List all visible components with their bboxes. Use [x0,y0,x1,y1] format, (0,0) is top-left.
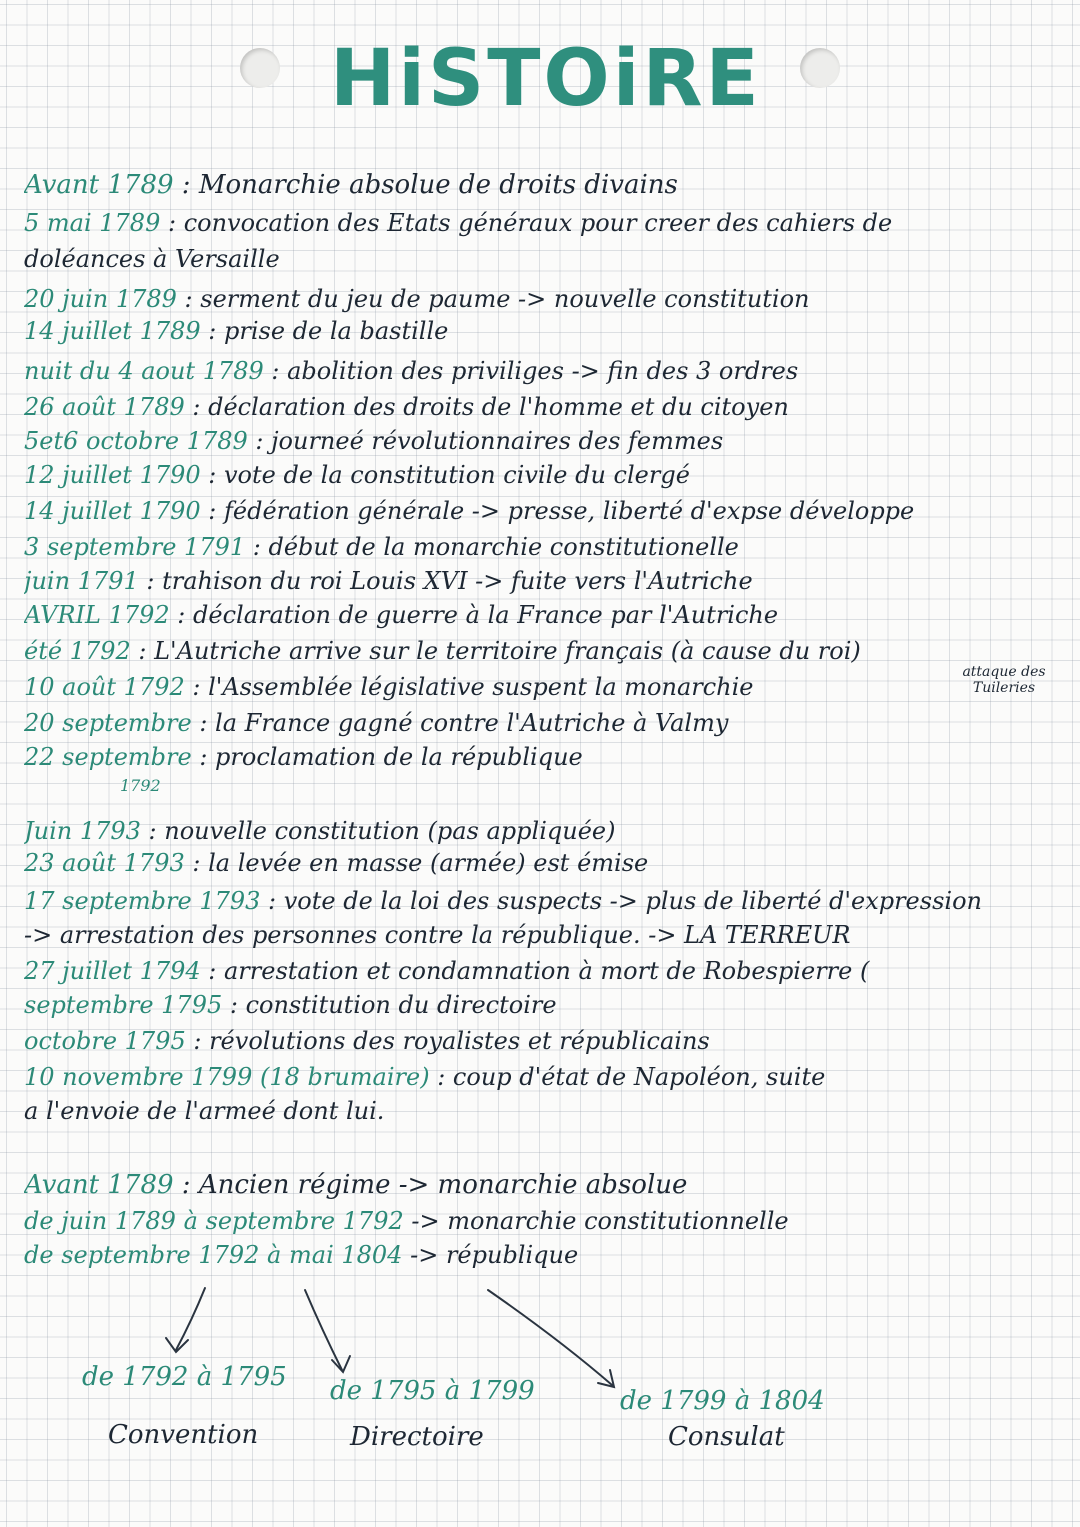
entry-separator: : [191,743,216,771]
entry-date: 14 juillet 1790 [24,497,201,525]
summary-date: de septembre 1792 à mai 1804 [24,1241,403,1269]
entry-text: vote de la constitution civile du clergé [224,461,690,489]
entry-text: vote de la loi des suspects -> plus de liberté d'expression [283,887,982,915]
arrowhead-convention [166,1338,188,1352]
entry-text: Monarchie absolue de droits divains [198,170,678,200]
entry-date: juin 1791 [24,567,139,595]
entry-date: 20 septembre [24,709,192,737]
entry-separator: : [176,285,201,313]
entry-date: 26 août 1789 [24,393,185,421]
entry-date: 22 septembre [24,743,192,771]
entry-separator: : [184,849,209,877]
entry-separator: : [140,817,165,845]
entry-date: AVRIL 1792 [24,601,170,629]
entry-text: abolition des priviliges -> fin des 3 ordres [287,357,799,385]
entry-separator: : [429,1063,453,1091]
entry-text: nouvelle constitution (pas appliquée) [164,817,616,845]
year-note-1792: 1792 [120,776,161,795]
summary-text: -> monarchie constitutionnelle [411,1207,789,1235]
arrowhead-directoire [332,1356,350,1372]
entry-text: début de la monarchie constitutionelle [268,533,739,561]
entry-date: 14 juillet 1789 [24,317,201,345]
summary-separator: : [173,1170,199,1200]
entry-text: serment du jeu de paume -> nouvelle constitution [200,285,810,313]
entry-date: septembre 1795 [24,991,223,1019]
period-range-directoire: de 1795 à 1799 [330,1376,535,1406]
entry-text: L'Autriche arrive sur le territoire français (à cause du roi) [154,637,861,665]
period-name-convention: Convention [108,1420,259,1450]
tuileries-note: attaque des Tuileries [962,664,1046,696]
entry-separator: : [222,991,246,1019]
entry-date: 5et6 octobre 1789 [24,427,248,455]
entry-separator: : [191,709,216,737]
entry-date: octobre 1795 [24,1027,186,1055]
entry-text: -> arrestation des personnes contre la république. -> LA TERREUR [24,921,851,949]
entry-text: la France gagné contre l'Autriche à Valmy [215,709,729,737]
summary-date: Avant 1789 [24,1170,174,1200]
entry-separator: : [184,393,209,421]
arrow-directoire [305,1290,342,1370]
entry-text: la levée en masse (armée) est émise [208,849,649,877]
entry-text: convocation des Etats généraux pour creer des cahiers de [183,209,893,237]
entry-separator: : [200,957,224,985]
entry-text: proclamation de la république [215,743,583,771]
entry-text: doléances à Versaille [24,245,280,273]
entry-date: été 1792 [24,637,131,665]
entry-text: arrestation et condamnation à mort de Robespierre ( [224,957,870,985]
period-range-consulat: de 1799 à 1804 [620,1386,825,1416]
entry-date: 3 septembre 1791 [24,533,246,561]
entry-separator: : [247,427,272,455]
entry-separator: : [184,673,209,701]
entry-separator: : [200,461,224,489]
entry-separator: : [245,533,269,561]
period-range-convention: de 1792 à 1795 [82,1362,287,1392]
entry-text: révolutions des royalistes et républicains [209,1027,710,1055]
summary-text: Ancien régime -> monarchie absolue [198,1170,688,1200]
entry-separator: : [169,601,194,629]
page-title: HiSTOiRE [330,34,762,124]
arrow-convention [176,1288,205,1350]
entry-date: 23 août 1793 [24,849,185,877]
entry-date: 12 juillet 1790 [24,461,201,489]
entry-separator: : [260,887,284,915]
entry-date: 10 novembre 1799 (18 brumaire) [24,1063,430,1091]
period-name-consulat: Consulat [668,1422,785,1452]
entry-date: 27 juillet 1794 [24,957,201,985]
entry-date: 5 mai 1789 [24,209,161,237]
entry-separator: : [200,497,224,525]
entry-separator: : [200,317,224,345]
entry-date: 20 juin 1789 [24,285,177,313]
summary-date: de juin 1789 à septembre 1792 [24,1207,404,1235]
entry-text: constitution du directoire [245,991,557,1019]
entry-date: Juin 1793 [24,817,141,845]
entry-text: trahison du roi Louis XVI -> fuite vers l'Autriche [162,567,753,595]
entry-date: nuit du 4 aout 1789 [24,357,264,385]
entry-separator: : [263,357,288,385]
summary-text: -> république [410,1241,579,1269]
period-name-directoire: Directoire [350,1422,484,1452]
entry-date: Avant 1789 [24,170,174,200]
entry-text: coup d'état de Napoléon, suite [452,1063,826,1091]
entry-text: a l'envoie de l'armeé dont lui. [24,1097,385,1125]
arrow-consulat [488,1290,612,1385]
entry-text: fédération générale -> presse, liberté d'expse développe [224,497,915,525]
entry-separator: : [185,1027,210,1055]
entry-text: déclaration de guerre à la France par l'Autriche [193,601,779,629]
entry-separator: : [173,170,199,200]
entry-text: journeé révolutionnaires des femmes [271,427,724,455]
entry-date: 17 septembre 1793 [24,887,261,915]
entry-separator: : [138,567,163,595]
entry-text: l'Assemblée législative suspent la monarchie [208,673,754,701]
entry-date: 10 août 1792 [24,673,185,701]
entry-text: déclaration des droits de l'homme et du citoyen [208,393,789,421]
entry-separator: : [160,209,184,237]
entry-text: prise de la bastille [224,317,449,345]
entry-separator: : [130,637,155,665]
